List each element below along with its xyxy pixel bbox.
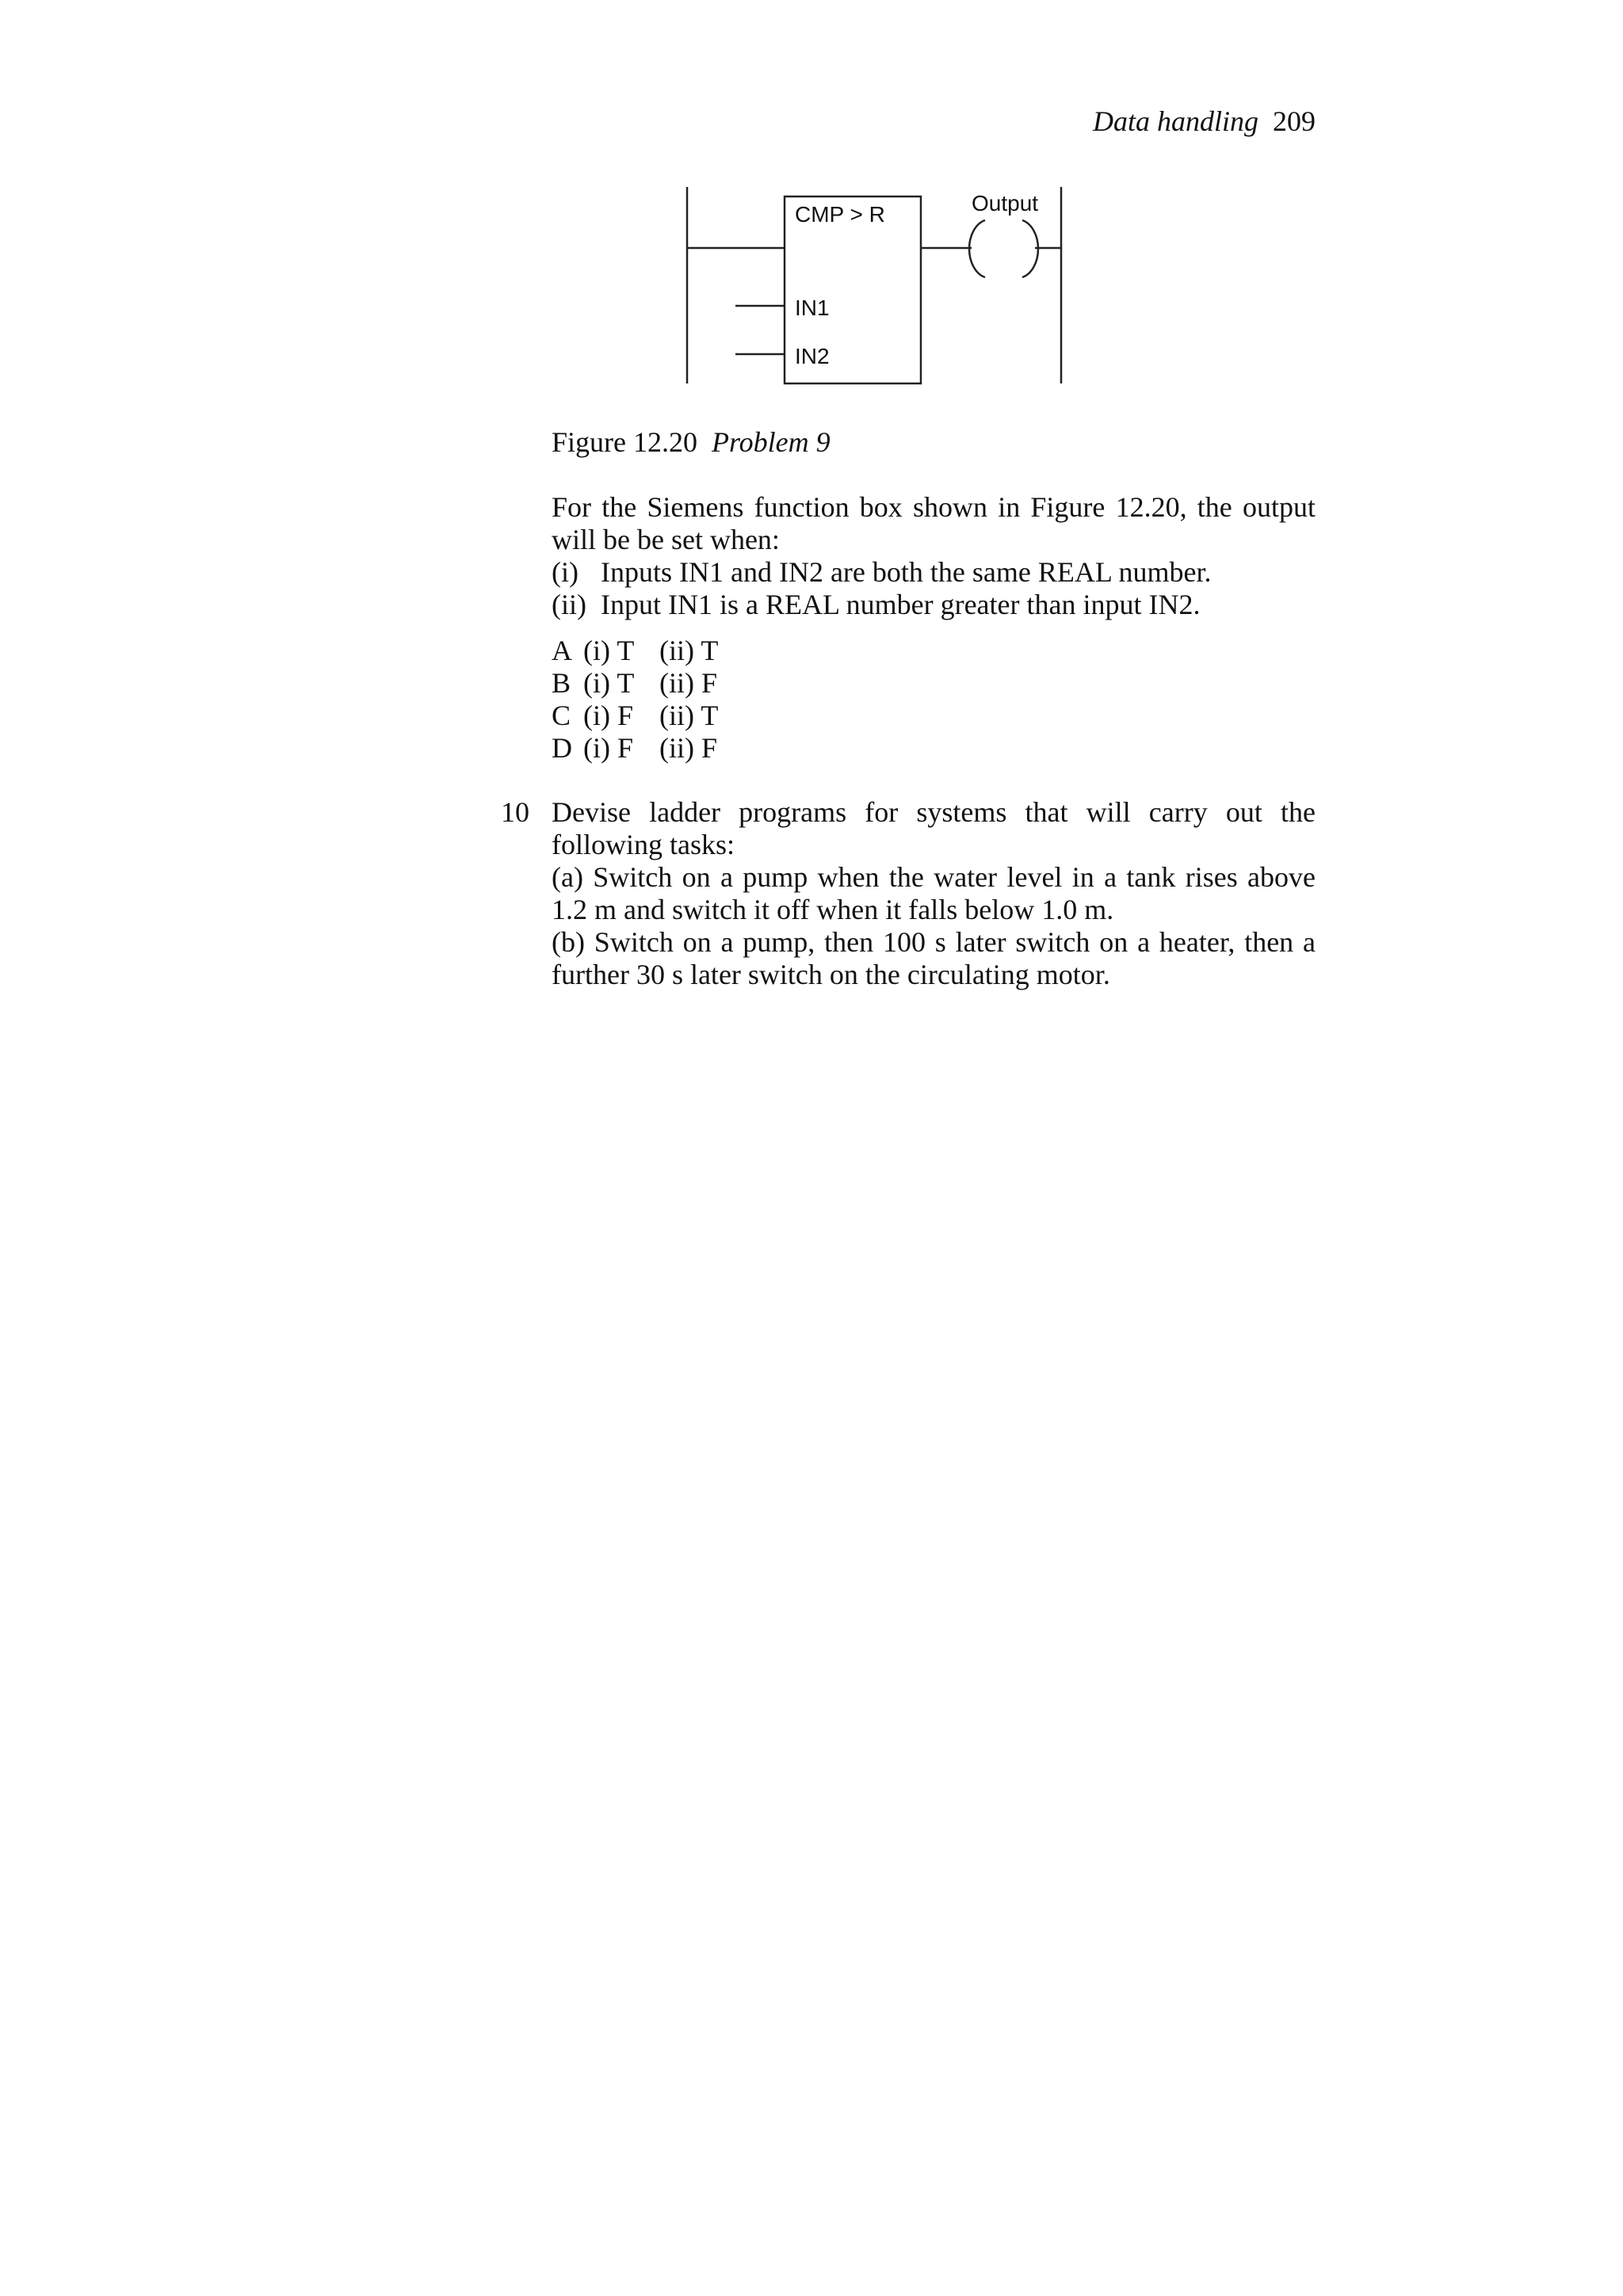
- problem-9: [552, 491, 1316, 621]
- option-b: [552, 667, 1316, 700]
- option-i: (i) T: [583, 635, 635, 666]
- option-ii: (ii) T: [659, 635, 719, 666]
- option-ii: (ii) T: [659, 700, 719, 731]
- problem-10-number: 10: [501, 796, 529, 828]
- item-roman: (ii): [552, 589, 586, 620]
- option-ii: (ii) F: [659, 732, 718, 764]
- output-coil-left-arc: [969, 220, 985, 277]
- caption-number: Figure 12.20: [552, 426, 697, 458]
- output-label: Output: [972, 191, 1039, 215]
- problem-10-part-a: (a) Switch on a pump when the water level in a tank rises above 1.2 m and switch it off when it falls below 1.0 m.: [552, 861, 1316, 925]
- item-text: Input IN1 is a REAL number greater than input IN2.: [601, 589, 1201, 620]
- problem-9-stem: For the Siemens function box shown in Figure 12.20, the output will be be set when:: [552, 491, 1316, 555]
- problem-10-stem: Devise ladder programs for systems that will carry out the following tasks:: [552, 796, 1316, 860]
- option-ii: (ii) F: [659, 667, 718, 699]
- item-roman: (i): [552, 556, 579, 588]
- option-letter: A: [552, 635, 572, 666]
- option-i: (i) F: [583, 700, 633, 731]
- item-text: Inputs IN1 and IN2 are both the same REAL number.: [601, 556, 1212, 588]
- caption-title: Problem 9: [712, 426, 831, 458]
- problem-9-item-i: [552, 556, 1316, 589]
- option-c: [552, 700, 1316, 732]
- option-letter: B: [552, 667, 571, 699]
- in1-label: IN1: [795, 296, 830, 320]
- problem-10-part-b: (b) Switch on a pump, then 100 s later switch on a heater, then a further 30 s later switch on the circulating motor.: [552, 926, 1316, 990]
- in2-label: IN2: [795, 344, 830, 368]
- option-d: [552, 732, 1316, 765]
- option-letter: C: [552, 700, 571, 731]
- option-letter: D: [552, 732, 572, 764]
- option-i: (i) T: [583, 667, 635, 699]
- option-i: (i) F: [583, 732, 633, 764]
- problem-10: [552, 796, 1316, 991]
- running-head-section: Data handling: [1092, 105, 1258, 137]
- page-number: 209: [1273, 105, 1316, 137]
- box-label: CMP > R: [795, 202, 885, 227]
- ladder-diagram: [0, 0, 1623, 412]
- option-a: [552, 635, 1316, 667]
- problem-9-options: [552, 635, 1316, 765]
- figure-caption: [552, 425, 831, 459]
- problem-9-item-ii: [552, 589, 1316, 621]
